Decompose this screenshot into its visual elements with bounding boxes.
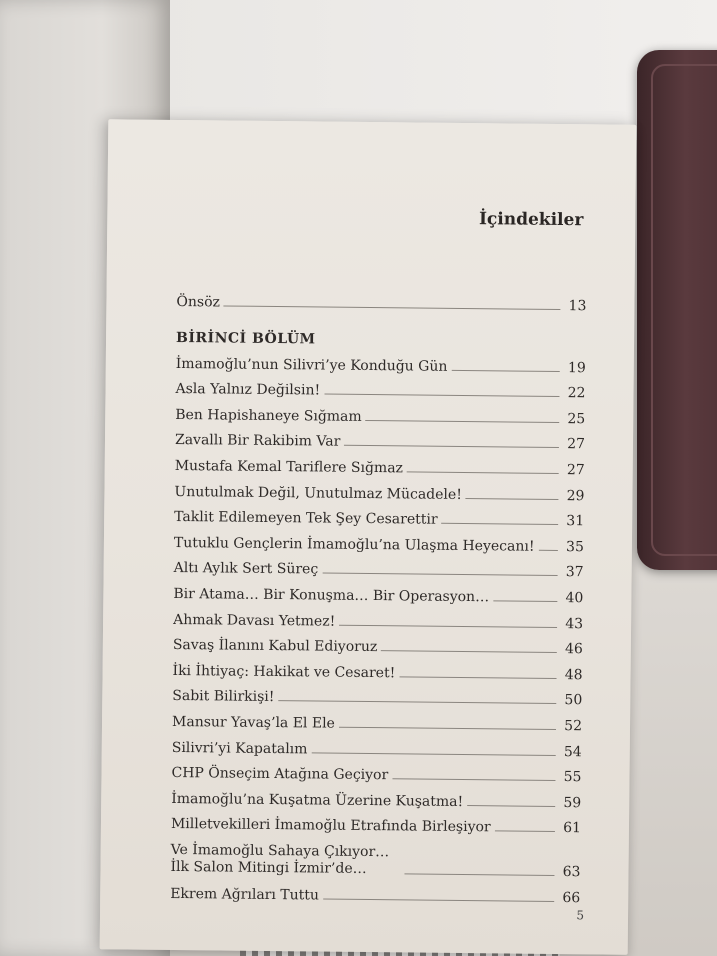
entry-title: Milletvekilleri İmamoğlu Etrafında Birleşiyor	[170, 816, 491, 836]
dot-leader	[339, 727, 556, 730]
entry-title: Mustafa Kemal Tariflere Sığmaz	[174, 457, 404, 477]
toc-entry	[175, 372, 585, 402]
dot-leader	[278, 700, 556, 704]
dot-leader	[495, 831, 555, 833]
dot-leader	[339, 624, 557, 627]
entry-page: 66	[562, 889, 581, 907]
entry-page: 48	[564, 666, 583, 683]
toc-entry	[173, 627, 583, 657]
entry-title: Silivri’yi Kapatalım	[171, 739, 308, 757]
dot-leader	[466, 498, 559, 500]
book-page	[100, 119, 637, 954]
entry-page: 52	[564, 717, 583, 735]
leather-cover	[637, 50, 717, 570]
entry-title: İki İhtiyaç: Hakikat ve Cesaret!	[172, 662, 396, 682]
dot-leader	[224, 305, 561, 310]
toc-entry	[174, 474, 584, 504]
dot-leader	[493, 600, 557, 602]
entry-page: 54	[563, 743, 582, 760]
entry-page: 22	[567, 385, 586, 402]
toc-entry	[172, 679, 582, 709]
entry-page: 40	[565, 590, 584, 607]
entry-title: İmamoğlu’nun Silivri’ye Konduğu Gün	[175, 355, 448, 375]
entry-title: Mansur Yavaş’la El Ele	[171, 713, 335, 732]
section-title: BİRİNCİ BÖLÜM	[175, 329, 316, 348]
entry-title: İmamoğlu’na Kuşatma Üzerine Kuşatma!	[171, 790, 464, 810]
dot-leader	[451, 369, 559, 371]
entry-page: 27	[566, 462, 585, 479]
entry-page: 63	[562, 864, 581, 881]
entry-page: 59	[563, 794, 582, 811]
entry-page: 37	[565, 564, 584, 581]
dot-leader	[324, 394, 559, 397]
entry-page: 43	[565, 615, 584, 632]
entry-title: Sabit Bilirkişi!	[172, 688, 275, 706]
toc-entry	[172, 704, 582, 734]
toc-entry	[175, 423, 585, 453]
entry-title: Taklit Edilemeyen Tek Şey Cesarettir	[174, 509, 438, 528]
entry-page: 19	[567, 359, 586, 376]
toc-entry	[175, 397, 585, 427]
entry-title: Altı Aylık Sert Süreç	[173, 560, 319, 578]
dot-leader	[404, 874, 554, 877]
toc-entry	[172, 730, 582, 760]
toc-entry	[176, 346, 586, 376]
entry-title: Bir Atama… Bir Konuşma… Bir Operasyon…	[173, 585, 490, 606]
dot-leader	[392, 778, 555, 781]
entry-title: Ben Hapishaneye Sığmam	[175, 406, 362, 425]
entry-page: 50	[564, 692, 583, 709]
entry-page: 13	[568, 298, 587, 315]
toc-entry-preface	[176, 278, 586, 314]
toc-entry	[173, 602, 583, 632]
entry-page: 46	[564, 641, 583, 658]
entry-page: 55	[563, 769, 582, 786]
toc-entry	[170, 832, 580, 880]
entry-page: 31	[566, 513, 585, 530]
page-number: 5	[576, 908, 585, 923]
dot-leader	[442, 523, 559, 525]
entry-title: Ahmak Davası Yetmez!	[173, 611, 336, 630]
entry-page: 29	[566, 487, 585, 504]
dot-leader	[344, 445, 559, 448]
entry-title: Asla Yalnız Değilsin!	[175, 381, 321, 399]
toc-entry	[171, 807, 581, 837]
dot-leader	[467, 805, 555, 807]
entry-page: 27	[567, 436, 586, 453]
dot-leader	[311, 752, 555, 756]
entry-title: CHP Önseçim Atağına Geçiyor	[171, 765, 389, 784]
toc-entry	[175, 448, 585, 478]
toc-entry	[173, 653, 583, 683]
toc-entry	[174, 525, 584, 555]
dot-leader	[381, 650, 557, 653]
entry-page: 25	[567, 410, 586, 428]
dot-leader	[399, 676, 556, 679]
dot-leader	[322, 573, 557, 576]
entry-page: 61	[563, 820, 582, 837]
table-surface	[157, 0, 717, 140]
dot-leader	[407, 471, 559, 474]
dot-leader	[366, 420, 560, 423]
toc-entry	[171, 781, 581, 811]
entry-title: Ekrem Ağrıları Tuttu	[170, 885, 320, 904]
dot-leader	[538, 550, 557, 551]
toc-entry	[170, 876, 580, 906]
toc-entry	[173, 576, 583, 606]
entry-title: Ve İmamoğlu Sahaya Çıkıyor… İlk Salon Mitingi İzmir’de…	[170, 842, 390, 878]
toc-entry	[174, 551, 584, 581]
entry-title: Zavallı Bir Rakibim Var	[174, 432, 341, 451]
entry-title: Önsöz	[176, 293, 221, 311]
dot-leader	[323, 898, 554, 901]
table-of-contents	[170, 278, 587, 906]
entry-title: Unutulmak Değil, Unutulmaz Mücadele!	[174, 483, 462, 503]
toc-entry	[174, 500, 584, 530]
page-title: İçindekiler	[478, 209, 584, 231]
entry-page: 35	[565, 538, 584, 556]
entry-title: Tutuklu Gençlerin İmamoğlu’na Ulaşma Heyecanı!	[173, 534, 535, 555]
entry-title: Savaş İlanını Kabul Ediyoruz	[172, 637, 378, 656]
toc-entry	[171, 755, 581, 785]
